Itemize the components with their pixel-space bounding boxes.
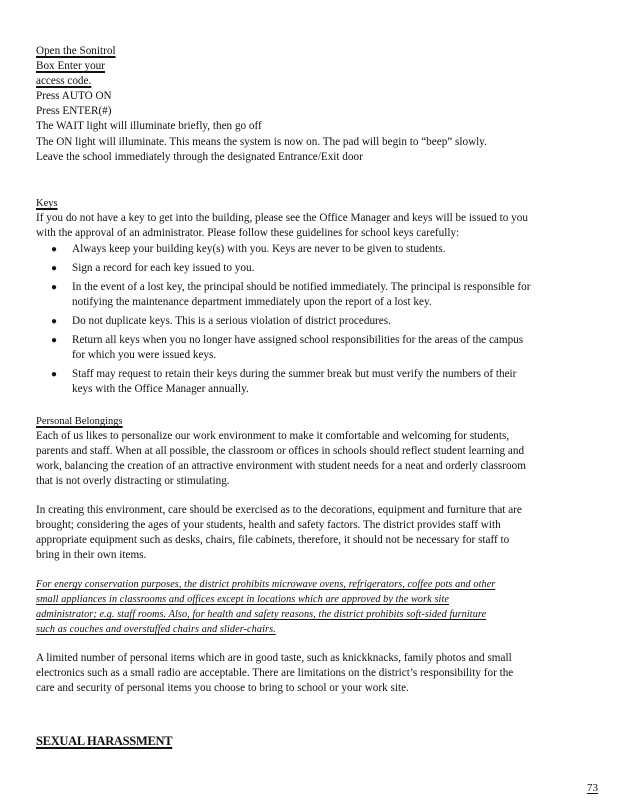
instruction-line: Leave the school immediately through the designated Entrance/Exit door: [36, 151, 363, 163]
list-item: [51, 333, 581, 363]
list-item-text: In the event of a lost key, the principal should be notified immediately. The principal is responsible for: [72, 281, 531, 293]
paragraph-line: parents and staff. When at all possible, the classroom or offices in schools should reflect student learning and: [36, 445, 525, 457]
sonitrol-instructions: [36, 44, 581, 165]
paragraph-line: that is not overly distracting or stimulating.: [36, 475, 230, 487]
page-number: 73: [587, 782, 598, 794]
bullet-icon: ●: [51, 316, 58, 327]
list-item-text: Sign a record for each key issued to you.: [72, 262, 255, 274]
paragraph-line: such as couches and overstuffed chairs and slider-chairs.: [36, 624, 276, 635]
document-page: [36, 44, 581, 749]
paragraph-line: small appliances in classrooms and offices except in locations which are approved by the work site: [36, 594, 449, 605]
instruction-line: The ON light will illuminate. This means the system is now on. The pad will begin to “beep” slowly.: [36, 136, 487, 148]
paragraph-line: work, balancing the creation of an attractive environment with student needs for a neat and orderly classroom: [36, 460, 526, 472]
keys-guidelines-list: [36, 242, 581, 397]
list-item-text: keys with the Office Manager annually.: [72, 383, 249, 395]
bullet-icon: ●: [51, 335, 58, 346]
paragraph-line: For energy conservation purposes, the district prohibits microwave ovens, refrigerators, coffee pots and other: [36, 579, 496, 590]
list-item: [51, 280, 581, 310]
keys-intro-line: with the approval of an administrator. Please follow these guidelines for school keys carefully:: [36, 227, 460, 239]
bullet-icon: ●: [51, 263, 58, 274]
paragraph: [36, 503, 581, 563]
energy-policy-note: [36, 577, 581, 637]
paragraph-line: Each of us likes to personalize our work environment to make it comfortable and welcoming for students,: [36, 430, 510, 442]
paragraph-line: bring in their own items.: [36, 549, 147, 561]
sexual-harassment-heading: SEXUAL HARASSMENT: [36, 734, 173, 748]
bullet-icon: ●: [51, 244, 58, 255]
bullet-icon: ●: [51, 282, 58, 293]
list-item: [51, 314, 581, 329]
list-item-text: Always keep your building key(s) with you. Keys are never to be given to students.: [72, 243, 446, 255]
list-item: [51, 242, 581, 257]
instruction-line: The WAIT light will illuminate briefly, then go off: [36, 120, 262, 132]
instruction-line: Box Enter your: [36, 60, 105, 72]
paragraph-line: In creating this environment, care should be exercised as to the decorations, equipment and furniture that are: [36, 504, 522, 516]
paragraph-line: care and security of personal items you choose to bring to school or your work site.: [36, 682, 409, 694]
bullet-icon: ●: [51, 369, 58, 380]
instruction-line: Open the Sonitrol: [36, 45, 116, 57]
list-item-text: Do not duplicate keys. This is a serious violation of district procedures.: [72, 315, 391, 327]
paragraph-line: electronics such as a small radio are acceptable. There are limitations on the district’s responsibility for the: [36, 667, 514, 679]
list-item: [51, 367, 581, 397]
list-item-text: notifying the maintenance department immediately upon the report of a lost key.: [72, 296, 432, 308]
personal-belongings-heading: Personal Belongings: [36, 416, 123, 427]
paragraph-line: administrator; e.g. staff rooms. Also, for health and safety reasons, the district prohibits soft-sided furniture: [36, 609, 487, 620]
paragraph: [36, 429, 581, 489]
keys-intro-line: If you do not have a key to get into the building, please see the Office Manager and keys will be issued to you: [36, 212, 528, 224]
paragraph-line: A limited number of personal items which are in good taste, such as knickknacks, family photos and small: [36, 652, 512, 664]
list-item-text: for which you were issued keys.: [72, 349, 217, 361]
list-item-text: Staff may request to retain their keys during the summer break but must verify the numbers of their: [72, 368, 517, 380]
instruction-line: Press AUTO ON: [36, 90, 112, 102]
paragraph: [36, 651, 581, 696]
instruction-line: Press ENTER(#): [36, 105, 112, 117]
instruction-line: access code.: [36, 75, 92, 87]
keys-heading: Keys: [36, 198, 58, 209]
keys-section: [36, 196, 581, 397]
list-item-text: Return all keys when you no longer have assigned school responsibilities for the areas of the campus: [72, 334, 524, 346]
paragraph-line: appropriate equipment such as desks, chairs, file cabinets, therefore, it should not be necessary for staff to: [36, 534, 510, 546]
list-item: [51, 261, 581, 276]
paragraph-line: brought; considering the ages of your students, health and safety factors. The district provides staff with: [36, 519, 501, 531]
personal-belongings-section: [36, 414, 581, 696]
